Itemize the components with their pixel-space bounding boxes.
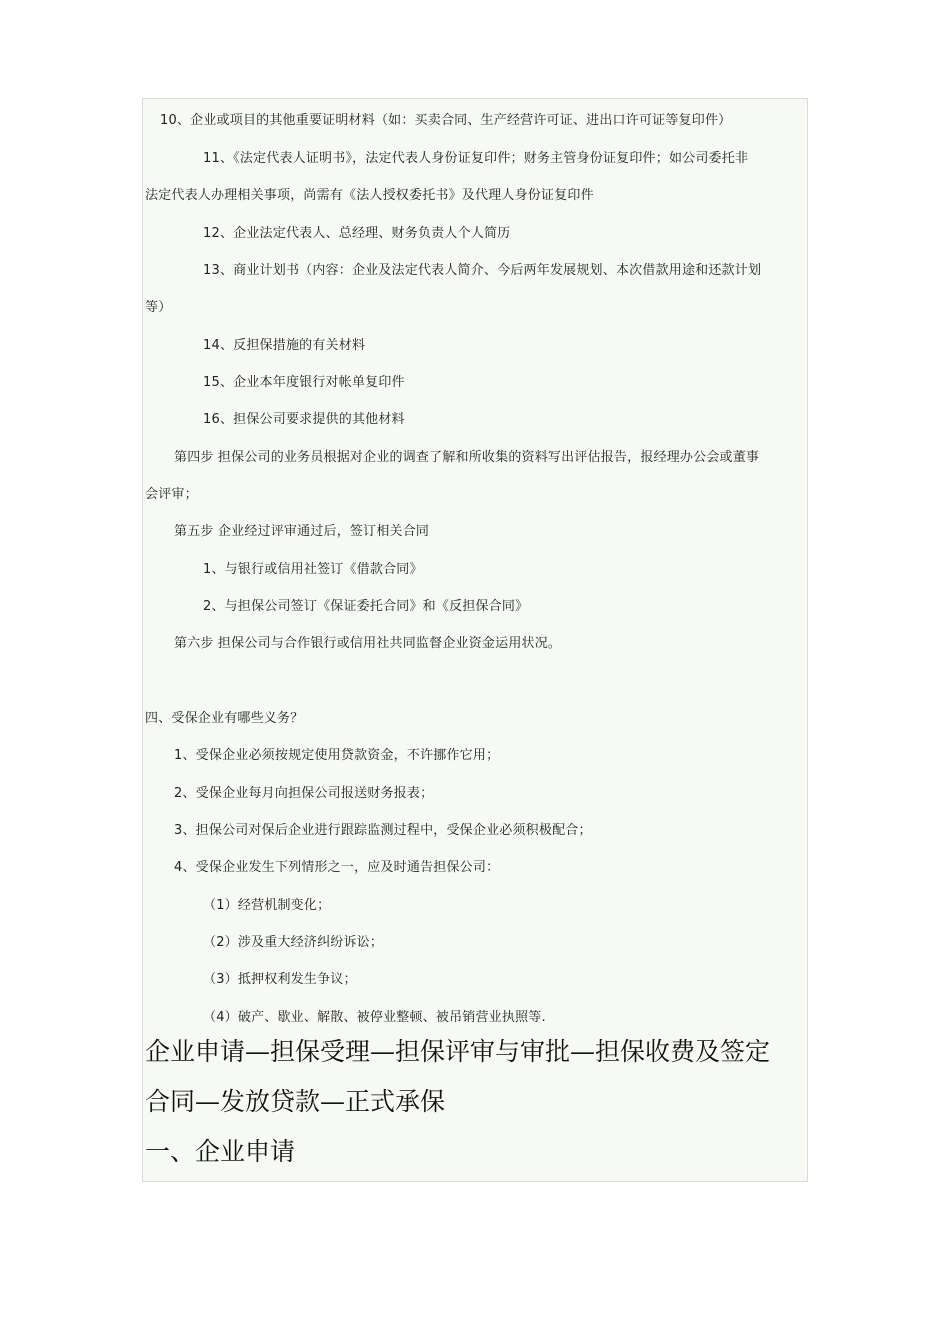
situation-2: （2）涉及重大经济纠纷诉讼； (203, 935, 384, 950)
obligation-2: 2、受保企业每月向担保公司报送财务报表； (174, 786, 434, 801)
step-five-item-1: 1、与银行或信用社签订《借款合同》 (203, 562, 423, 577)
list-item-14: 14、反担保措施的有关材料 (203, 338, 366, 353)
step-four: 第四步 担保公司的业务员根据对企业的调查了解和所收集的资料写出评估报告，报经理办公会或董事 (174, 450, 760, 465)
list-item-16: 16、担保公司要求提供的其他材料 (203, 412, 405, 427)
list-item-13-continued: 等） (145, 300, 172, 315)
section-one-heading: 一、企业申请 (145, 1137, 296, 1166)
document-content-box (142, 98, 808, 1182)
situation-3: （3）抵押权利发生争议； (203, 972, 357, 987)
situation-4: （4）破产、歇业、解散、被停业整顿、被吊销营业执照等. (203, 1010, 546, 1025)
list-item-13: 13、商业计划书（内容：企业及法定代表人简介、今后两年发展规划、本次借款用途和还款计划 (203, 263, 762, 278)
obligation-1: 1、受保企业必须按规定使用贷款资金，不许挪作它用； (174, 748, 500, 763)
list-item-15: 15、企业本年度银行对帐单复印件 (203, 375, 405, 390)
obligation-4: 4、受保企业发生下列情形之一，应及时通告担保公司： (174, 860, 500, 875)
process-heading-line-2: 合同—发放贷款—正式承保 (145, 1087, 446, 1116)
list-item-11-continued: 法定代表人办理相关事项，尚需有《法人授权委托书》及代理人身份证复印件 (145, 188, 594, 203)
step-five-item-2: 2、与担保公司签订《保证委托合同》和《反担保合同》 (203, 599, 529, 614)
obligation-3: 3、担保公司对保后企业进行跟踪监测过程中，受保企业必须积极配合； (174, 823, 592, 838)
process-heading-line-1: 企业申请—担保受理—担保评审与审批—担保收费及签定 (145, 1037, 771, 1066)
list-item-10: 10、企业或项目的其他重要证明材料（如：买卖合同、生产经营许可证、进出口许可证等复印件） (160, 113, 732, 128)
step-six: 第六步 担保公司与合作银行或信用社共同监督企业资金运用状况。 (174, 636, 562, 651)
section-four-title: 四、受保企业有哪些义务？ (145, 711, 304, 726)
list-item-11: 11、《法定代表人证明书》，法定代表人身份证复印件；财务主管身份证复印件；如公司委托非 (203, 151, 749, 166)
step-five: 第五步 企业经过评审通过后，签订相关合同 (174, 524, 430, 539)
situation-1: （1）经营机制变化； (203, 898, 331, 913)
step-four-continued: 会评审； (145, 487, 198, 502)
list-item-12: 12、企业法定代表人、总经理、财务负责人个人简历 (203, 226, 511, 241)
